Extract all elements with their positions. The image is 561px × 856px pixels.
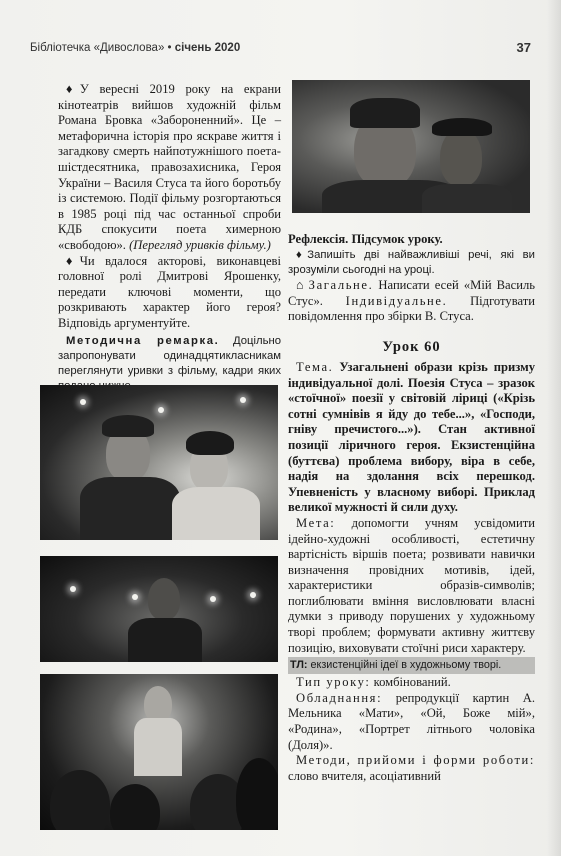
header-date: січень 2020 (174, 42, 241, 54)
officer-cap (432, 118, 492, 136)
method-remark-text: Доцільно запропонувати одинадцятикласникам переглянути уривки з фільму, кадри яких (58, 334, 281, 378)
light-bulb (80, 399, 86, 405)
homework-individual-text: Підготувати повідомлення про збірки В. Стуса. (288, 293, 535, 324)
homework-individual-label: Індивідуальне. (345, 293, 448, 308)
speaker-shirt (134, 718, 182, 776)
method-remark-label: Методична ремарка. (66, 334, 220, 347)
light-bulb (240, 397, 246, 403)
homework-general-text: Написати есей «Мій Василь Стус». (288, 278, 535, 308)
audience-silhouette (236, 758, 278, 830)
light-bulb (132, 594, 138, 600)
lesson-equipment (288, 691, 535, 753)
homework-general-label: Загальне. (308, 278, 374, 293)
audience-silhouette (50, 770, 110, 830)
question-paragraph: ♦Чи вдалося акторові, виконавцеві головної ролі Дмитрові Ярошенку, передати ключові моменти, що розкривають характер його героя? Відповідь аргументуйте. (58, 253, 281, 330)
lesson-goal-text: допомогти учням усвідомити ідейно-художні особливості, естетичну вартісність віршів поета; розвивати навички визначення провідних мотивів, ідей, характеристики образів-символів; поглиблювати вміння висловлювати власні думки з приводу порушених у художньому творі проблем; формувати активну життєву позицію, виховувати стоїчні риси характеру. (288, 515, 535, 655)
light-bulb (210, 596, 216, 602)
film-paragraph-text: ♦У вересні 2019 року на екрани кінотеатрів вийшов художній фільм Романа Бровка «Забороненний». Це – метафорична історія про яскраве життя і загадкову смерть найпотужнішого поета-шістдесятника, правозахисника, Героя України – Василя Стуса та його боротьбу із системою. Події фільму розгортаються в 1985 році під час останньої спроби КДБ спокусити поета химерною «свободою». (58, 82, 281, 252)
lesson-theme-label: Тема. (296, 359, 334, 374)
lesson-equipment-label: Обладнання: (296, 690, 383, 705)
officer-face (440, 128, 482, 186)
page-gutter-shadow (547, 0, 561, 856)
lesson-methods (288, 753, 535, 784)
officer-uniform (422, 184, 512, 213)
house-icon: ⌂ (296, 278, 304, 293)
header-magazine-title: Бібліотечка «Дивослова» • (30, 42, 172, 54)
woman-dress (172, 487, 260, 540)
man-coat (128, 618, 202, 662)
lesson-equipment-text: репродукції картин А. Мельника «Мати», «Ой, Боже мій», «Родина», «Портрет літнього чоловіка (Доля)». (288, 690, 535, 752)
lesson-methods-label: Методи, прийоми і форми роботи: (296, 753, 535, 768)
film-paragraph-note: (Перегляд уривків фільму.) (129, 237, 271, 252)
lesson-methods-text: слово вчителя, асоціативний (288, 768, 441, 783)
lesson-goal (288, 516, 535, 656)
tl-text: екзистенційні ідеї в художньому творі. (310, 659, 502, 672)
reflection-text: ♦Запишіть дві найважливіші речі, які ви зрозуміли сьогодні на уроці. (288, 248, 535, 276)
reflection-heading: Рефлексія. Підсумок уроку. (288, 232, 443, 246)
light-bulb (250, 592, 256, 598)
lesson-theme-text: Узагальнені образи крізь призму індивідуальної долі. Поезія Стуса – зразок «стоїчної» поезії у світовій ліриці («Крізь сотні сумнівів я йду до тебе...», «Господи, гніву пречистого...»). Стан активної позиції ліричного героя. Екзистенційна (буттєва) проблема вибору, віра в себе, надія на здолання всіх перешкод. Упевненість у власному виборі. Приклад великої мужності й сили духу. (288, 359, 535, 515)
running-header (30, 40, 533, 60)
actor-hair (350, 98, 420, 128)
lesson-type (288, 675, 535, 691)
man-face (148, 578, 180, 620)
tl-highlight (288, 657, 535, 674)
film-still-night (40, 556, 278, 662)
speaker-face (144, 686, 172, 722)
homework-paragraph (288, 278, 535, 325)
lesson-type-label: Тип уроку: (296, 675, 371, 690)
man-jacket (80, 477, 180, 540)
lesson-title: Урок 60 (382, 338, 441, 355)
film-still-portrait (292, 80, 530, 213)
film-still-stage (40, 674, 278, 830)
tl-label: ТЛ: (290, 659, 308, 672)
lesson-theme (288, 360, 535, 516)
film-paragraph (58, 82, 281, 254)
tl-line (288, 657, 535, 674)
man-hair (102, 415, 154, 437)
light-bulb (158, 407, 164, 413)
right-column (288, 232, 535, 784)
page-number: 37 (516, 40, 531, 55)
left-column (58, 82, 281, 395)
audience-silhouette (110, 784, 160, 830)
lesson-type-text: комбінований. (373, 675, 451, 690)
header-magazine (30, 42, 240, 54)
film-still-couple (40, 385, 278, 540)
light-bulb (70, 586, 76, 592)
woman-hair (186, 431, 234, 455)
lesson-goal-label: Мета: (296, 515, 336, 530)
